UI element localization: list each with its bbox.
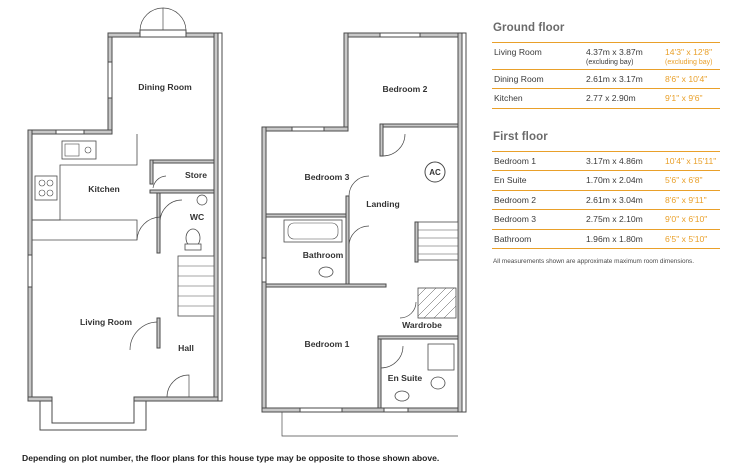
footer-disclaimer: Depending on plot number, the floor plans for this house type may be opposite to those shown above. xyxy=(22,453,440,463)
room-name: Dining Room xyxy=(494,73,544,84)
table-row xyxy=(492,69,720,89)
room-name: Living Room xyxy=(494,47,542,57)
measurement-note: All measurements shown are approximate maximum room dimensions. xyxy=(493,258,695,265)
label-ac: AC xyxy=(429,168,441,177)
table-row xyxy=(492,88,720,108)
imperial-note: (excluding bay) xyxy=(665,58,713,66)
ground-floor-title: Ground floor xyxy=(493,22,565,34)
label-hall: Hall xyxy=(178,343,194,353)
label-bedroom-2: Bedroom 2 xyxy=(382,84,428,94)
first-floor-title: First floor xyxy=(493,130,548,143)
room-metric: 4.37m x 3.87m (excluding bay) xyxy=(586,47,665,67)
room-metric: 2.75m x 2.10m xyxy=(586,214,643,224)
room-dimensions-panel xyxy=(492,22,720,265)
room-metric: 1.96m x 1.80m xyxy=(586,233,643,244)
table-row xyxy=(492,229,720,249)
label-kitchen: Kitchen xyxy=(88,184,120,194)
room-imperial: 6'5" x 5'10" xyxy=(665,233,708,244)
room-name: Bedroom 1 xyxy=(494,155,537,166)
room-imperial: 9'1" x 9'6" xyxy=(665,93,703,103)
room-name: Bedroom 3 xyxy=(494,214,537,224)
room-metric: 2.61m x 3.04m xyxy=(586,194,643,205)
room-metric: 2.77 x 2.90m xyxy=(586,93,636,103)
room-metric: 1.70m x 2.04m xyxy=(586,175,643,185)
label-landing: Landing xyxy=(366,199,400,209)
table-row xyxy=(492,209,720,229)
table-row xyxy=(492,170,720,190)
room-imperial: 9'0" x 6'10" xyxy=(665,214,708,224)
room-imperial: 8'6" x 10'4" xyxy=(665,73,708,84)
metric-note: (excluding bay) xyxy=(586,58,634,66)
label-bedroom-3: Bedroom 3 xyxy=(304,172,350,182)
room-imperial: 14'3" x 12'8" (excluding bay) xyxy=(665,47,713,66)
room-imperial: 10'4" x 15'11" xyxy=(665,155,717,166)
label-en-suite: En Suite xyxy=(387,373,423,383)
table-row xyxy=(492,42,720,69)
room-imperial: 8'6" x 9'11" xyxy=(665,194,707,205)
label-store: Store xyxy=(185,170,207,180)
label-bedroom-1: Bedroom 1 xyxy=(304,339,350,349)
room-name: Bathroom xyxy=(494,233,532,244)
room-metric: 3.17m x 4.86m xyxy=(586,155,643,166)
label-wc: WC xyxy=(189,212,205,222)
label-bathroom: Bathroom xyxy=(302,250,344,260)
room-metric: 2.61m x 3.17m xyxy=(586,73,643,84)
table-row xyxy=(492,190,720,210)
first-floor-plan xyxy=(262,33,466,436)
table-row xyxy=(492,151,720,171)
room-name: Kitchen xyxy=(494,93,523,103)
label-living-room: Living Room xyxy=(79,317,133,327)
first-floor-table xyxy=(492,151,720,250)
room-name: Bedroom 2 xyxy=(494,194,537,205)
ground-floor-table xyxy=(492,42,720,109)
room-name: En Suite xyxy=(494,175,527,185)
label-wardrobe: Wardrobe xyxy=(402,320,442,330)
room-imperial: 5'6" x 6'8" xyxy=(665,175,703,185)
label-dining-room: Dining Room xyxy=(138,82,192,92)
